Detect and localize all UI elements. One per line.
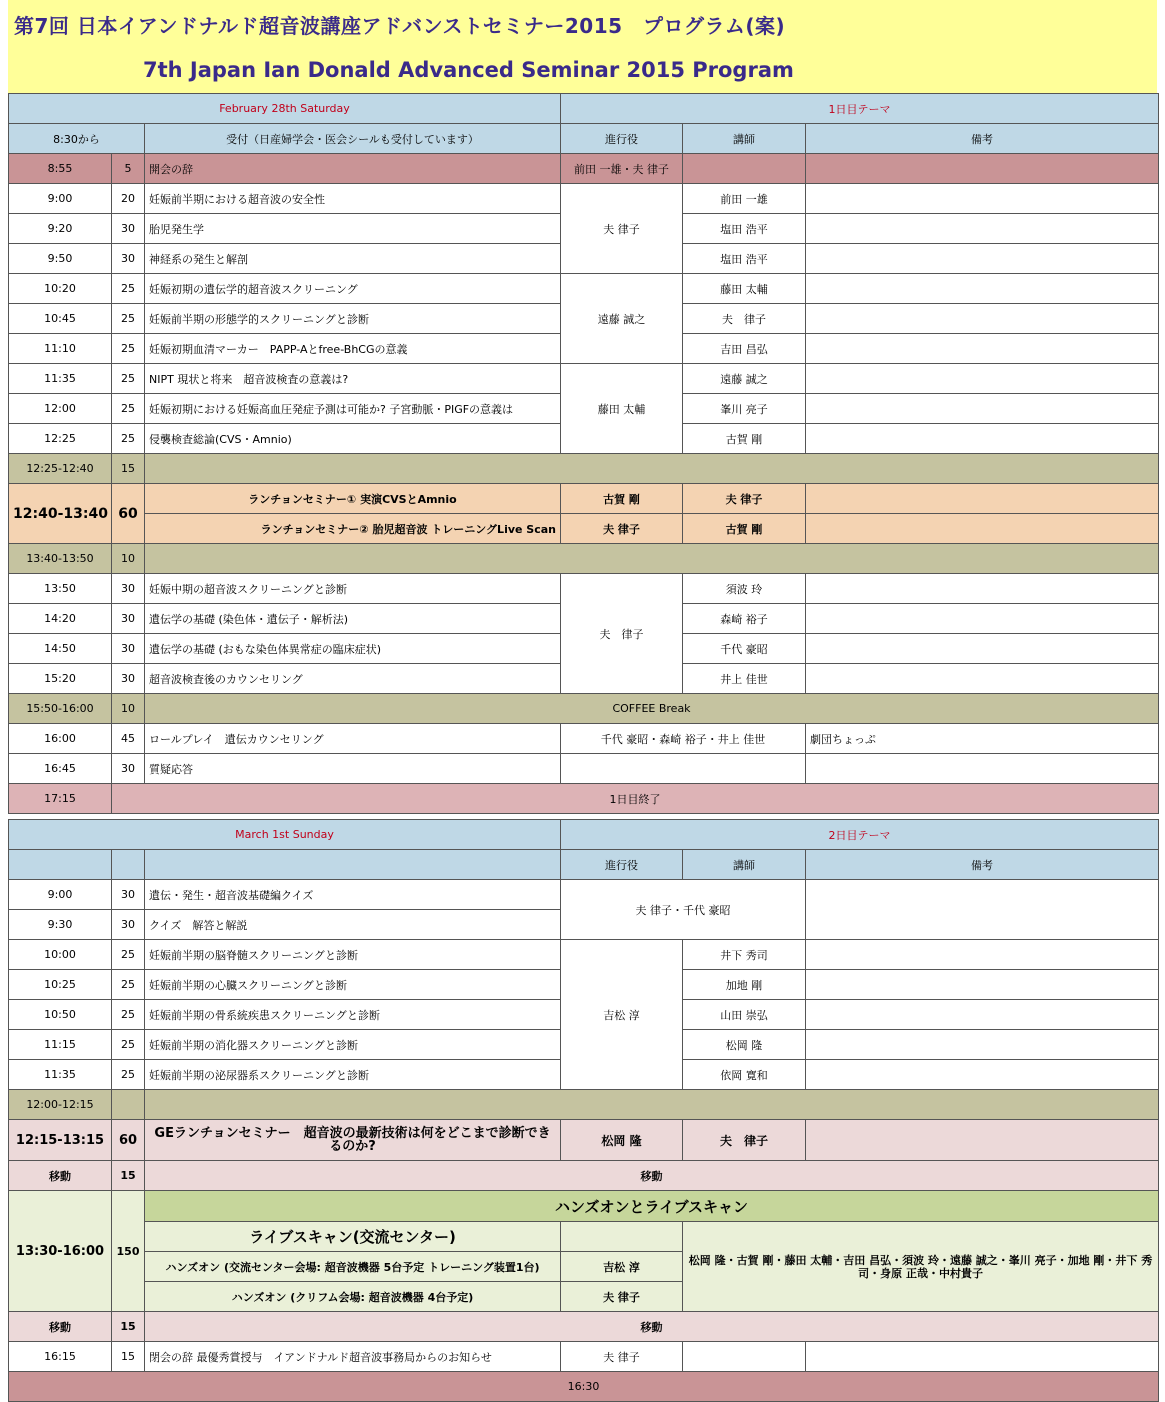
title-cell: GEランチョンセミナー 超音波の最新技術は何をどこまで診断できるのか? (145, 1120, 561, 1161)
table-row (9, 184, 1159, 214)
title-cell: 超音波検査後のカウンセリング (145, 664, 561, 694)
moderator-cell: 夫 律子 (561, 574, 683, 694)
time-cell: 9:50 (9, 244, 112, 274)
day1-table (8, 93, 1159, 814)
moderator-cell: 吉松 淳 (561, 940, 683, 1090)
moderator-cell: 夫 律子 (561, 514, 683, 544)
opening-row (9, 154, 1159, 184)
page-title-en: 7th Japan Ian Donald Advanced Seminar 2015 Program (143, 58, 794, 82)
notes-cell: 劇団ちょっぷ (806, 724, 1159, 754)
title-cell: クイズ 解答と解説 (145, 910, 561, 940)
title-cell: 遺伝学の基礎 (おもな染色体異常症の臨床症状) (145, 634, 561, 664)
lecturer-cell: 吉田 昌弘 (683, 334, 806, 364)
time-cell: 10:00 (9, 940, 112, 970)
time-cell: 17:15 (9, 784, 112, 814)
table-row (9, 1342, 1159, 1372)
time-cell: 9:00 (9, 880, 112, 910)
min-cell: 15 (112, 1312, 145, 1342)
moderator-cell: 夫 律子 (561, 184, 683, 274)
moderator-cell: 松岡 隆 (561, 1120, 683, 1161)
lecturer-cell: 藤田 太輔 (683, 274, 806, 304)
min-cell: 30 (112, 604, 145, 634)
lecturer-cell: 井上 佳世 (683, 664, 806, 694)
day2-theme: 2日目テーマ (561, 820, 1159, 850)
time-cell: 8:55 (9, 154, 112, 184)
day-end-row (9, 784, 1159, 814)
title-cell: 妊娠前半期の形態学的スクリーニングと診断 (145, 304, 561, 334)
moderator-cell: 藤田 太輔 (561, 364, 683, 454)
min-cell: 20 (112, 184, 145, 214)
table-row (9, 754, 1159, 784)
min-cell: 30 (112, 574, 145, 604)
reception-label: 受付（日産婦学会・医会シールも受付しています） (145, 124, 561, 154)
break-row (9, 544, 1159, 574)
title-cell: 胎児発生学 (145, 214, 561, 244)
title-cell: 妊娠前半期の脳脊髄スクリーニングと診断 (145, 940, 561, 970)
day1-theme: 1日目テーマ (561, 94, 1159, 124)
time-cell: 14:20 (9, 604, 112, 634)
title-cell: 妊娠前半期の心臓スクリーニングと診断 (145, 970, 561, 1000)
break-row (9, 1090, 1159, 1120)
lunch-row (9, 514, 1159, 544)
lunch-row (9, 484, 1159, 514)
handson-row (9, 1222, 1159, 1252)
lecturer-cell: 依岡 寛和 (683, 1060, 806, 1090)
lecturer-cell: 峯川 亮子 (683, 394, 806, 424)
time-cell: 10:20 (9, 274, 112, 304)
day-end-label: 16:30 (9, 1372, 1159, 1402)
coffee-label: COFFEE Break (145, 694, 1159, 724)
time-cell: 13:40-13:50 (9, 544, 112, 574)
min-cell: 10 (112, 694, 145, 724)
table-row (9, 724, 1159, 754)
lecturer-cell: 井下 秀司 (683, 940, 806, 970)
time-cell: 12:25 (9, 424, 112, 454)
table-row (9, 364, 1159, 394)
min-cell: 25 (112, 364, 145, 394)
min-cell: 30 (112, 910, 145, 940)
time-cell: 15:50-16:00 (9, 694, 112, 724)
lecturer-cell: 松岡 隆 (683, 1030, 806, 1060)
min-cell: 30 (112, 214, 145, 244)
min-cell: 30 (112, 754, 145, 784)
move-label: 移動 (145, 1312, 1159, 1342)
min-cell: 30 (112, 634, 145, 664)
page-header (8, 0, 1157, 93)
page-title-jp: 第7回 日本イアンドナルド超音波講座アドバンストセミナー2015 プログラム(案) (14, 14, 786, 38)
min-cell: 15 (112, 1161, 145, 1191)
lecturer-cell: 夫 律子 (683, 484, 806, 514)
title-cell: 閉会の辞 最優秀賞授与 イアンドナルド超音波事務局からのお知らせ (145, 1342, 561, 1372)
time-cell: 11:10 (9, 334, 112, 364)
lecturer-cell: 千代 豪昭・森崎 裕子・井上 佳世 (561, 724, 806, 754)
title-cell: 神経系の発生と解剖 (145, 244, 561, 274)
moderator-cell: 古賀 剛 (561, 484, 683, 514)
min-cell: 60 (112, 484, 145, 544)
col-lecturer: 講師 (683, 124, 806, 154)
col-notes: 備考 (806, 850, 1159, 880)
title-cell: ハンズオン (クリフム会場: 超音波機器 4台予定) (145, 1282, 561, 1312)
min-cell: 25 (112, 304, 145, 334)
min-cell: 25 (112, 424, 145, 454)
lecturer-cell: 古賀 剛 (683, 424, 806, 454)
title-cell: 妊娠初期血清マーカー PAPP-Aとfree-BhCGの意義 (145, 334, 561, 364)
moderator-cell: 夫 律子 (561, 1342, 683, 1372)
move-label: 移動 (9, 1161, 112, 1191)
title-cell: 開会の辞 (145, 154, 561, 184)
time-cell: 12:00-12:15 (9, 1090, 112, 1120)
title-cell: 妊娠中期の超音波スクリーニングと診断 (145, 574, 561, 604)
day2-table (8, 819, 1159, 1402)
moderator-cell: 夫 律子・千代 豪昭 (561, 880, 806, 940)
moderator-cell: 前田 一雄・夫 律子 (561, 154, 683, 184)
min-cell: 15 (112, 454, 145, 484)
table-row (9, 940, 1159, 970)
time-cell: 10:25 (9, 970, 112, 1000)
title-cell: 妊娠前半期の泌尿器系スクリーニングと診断 (145, 1060, 561, 1090)
min-cell: 5 (112, 154, 145, 184)
moderator-cell: 遠藤 誠之 (561, 274, 683, 364)
table-row (9, 274, 1159, 304)
move-label: 移動 (9, 1312, 112, 1342)
time-cell: 16:45 (9, 754, 112, 784)
min-cell: 25 (112, 970, 145, 1000)
title-cell: 妊娠前半期の消化器スクリーニングと診断 (145, 1030, 561, 1060)
title-cell: ランチョンセミナー① 実演CVSとAmnio (145, 484, 561, 514)
time-cell: 11:35 (9, 364, 112, 394)
move-row (9, 1161, 1159, 1191)
time-cell: 9:20 (9, 214, 112, 244)
lecturer-cell: 遠藤 誠之 (683, 364, 806, 394)
title-cell: 遺伝学の基礎 (染色体・遺伝子・解析法) (145, 604, 561, 634)
break-row (9, 454, 1159, 484)
time-cell: 15:20 (9, 664, 112, 694)
min-cell: 150 (112, 1191, 145, 1312)
lunch-row (9, 1120, 1159, 1161)
min-cell: 25 (112, 334, 145, 364)
title-cell: 妊娠前半期の骨系統疾患スクリーニングと診断 (145, 1000, 561, 1030)
title-cell: 遺伝・発生・超音波基礎編クイズ (145, 880, 561, 910)
title-cell: 妊娠前半期における超音波の安全性 (145, 184, 561, 214)
move-label: 移動 (145, 1161, 1159, 1191)
min-cell: 45 (112, 724, 145, 754)
lecturer-cell: 加地 剛 (683, 970, 806, 1000)
moderator-cell: 夫 律子 (561, 1282, 683, 1312)
min-cell: 25 (112, 940, 145, 970)
title-cell: NIPT 現状と将来 超音波検査の意義は? (145, 364, 561, 394)
reception-time: 8:30から (9, 124, 145, 154)
coffee-row (9, 694, 1159, 724)
min-cell: 25 (112, 394, 145, 424)
min-cell: 10 (112, 544, 145, 574)
lecturer-cell: 塩田 浩平 (683, 214, 806, 244)
time-cell: 11:35 (9, 1060, 112, 1090)
lecturer-cell: 夫 律子 (683, 304, 806, 334)
min-cell: 25 (112, 1000, 145, 1030)
min-cell: 25 (112, 1060, 145, 1090)
time-cell: 16:00 (9, 724, 112, 754)
min-cell: 15 (112, 1342, 145, 1372)
title-cell: 妊娠初期の遺伝学的超音波スクリーニング (145, 274, 561, 304)
col-lecturer: 講師 (683, 850, 806, 880)
time-cell: 9:30 (9, 910, 112, 940)
time-cell: 13:30-16:00 (9, 1191, 112, 1312)
day1-date: February 28th Saturday (9, 94, 561, 124)
time-cell: 12:25-12:40 (9, 454, 112, 484)
time-cell: 12:40-13:40 (9, 484, 112, 544)
title-cell: ハンズオン (交流センター会場: 超音波機器 5台予定 トレーニング装置1台) (145, 1252, 561, 1282)
min-cell: 25 (112, 274, 145, 304)
time-cell: 13:50 (9, 574, 112, 604)
live-scan-title: ライブスキャン(交流センター) (145, 1222, 561, 1252)
lecturer-cell: 山田 崇弘 (683, 1000, 806, 1030)
time-cell: 10:50 (9, 1000, 112, 1030)
handson-row (9, 1191, 1159, 1222)
title-cell: 質疑応答 (145, 754, 561, 784)
moderator-cell: 吉松 淳 (561, 1252, 683, 1282)
col-moderator: 進行役 (561, 850, 683, 880)
col-notes: 備考 (806, 124, 1159, 154)
title-cell: ランチョンセミナー② 胎児超音波 トレーニングLive Scan (145, 514, 561, 544)
lecturer-cell: 松岡 隆・古賀 剛・藤田 太輔・吉田 昌弘・須波 玲・遠藤 誠之・峯川 亮子・加地 剛・井下 秀司・身原 正哉・中村貴子 (683, 1222, 1159, 1312)
min-cell: 60 (112, 1120, 145, 1161)
time-cell: 10:45 (9, 304, 112, 334)
time-cell: 12:15-13:15 (9, 1120, 112, 1161)
lecturer-cell: 古賀 剛 (683, 514, 806, 544)
lecturer-cell: 塩田 浩平 (683, 244, 806, 274)
table-row (9, 880, 1159, 910)
min-cell: 30 (112, 244, 145, 274)
time-cell: 16:15 (9, 1342, 112, 1372)
lecturer-cell: 千代 豪昭 (683, 634, 806, 664)
lecturer-cell: 夫 律子 (683, 1120, 806, 1161)
col-moderator: 進行役 (561, 124, 683, 154)
day2-date: March 1st Sunday (9, 820, 561, 850)
day-end-label: 1日目終了 (112, 784, 1159, 814)
min-cell: 30 (112, 880, 145, 910)
time-cell: 14:50 (9, 634, 112, 664)
min-cell: 25 (112, 1030, 145, 1060)
time-cell: 11:15 (9, 1030, 112, 1060)
title-cell: 妊娠初期における妊娠高血圧発症予測は可能か? 子宮動脈・PIGFの意義は (145, 394, 561, 424)
lecturer-cell: 森崎 裕子 (683, 604, 806, 634)
min-cell: 30 (112, 664, 145, 694)
time-cell: 12:00 (9, 394, 112, 424)
lecturer-cell: 須波 玲 (683, 574, 806, 604)
handson-banner: ハンズオンとライブスキャン (145, 1191, 1159, 1222)
time-cell: 9:00 (9, 184, 112, 214)
title-cell: ロールプレイ 遺伝カウンセリング (145, 724, 561, 754)
move-row (9, 1312, 1159, 1342)
table-row (9, 574, 1159, 604)
title-cell: 侵襲検査総論(CVS・Amnio) (145, 424, 561, 454)
lecturer-cell: 前田 一雄 (683, 184, 806, 214)
day-end-row (9, 1372, 1159, 1402)
